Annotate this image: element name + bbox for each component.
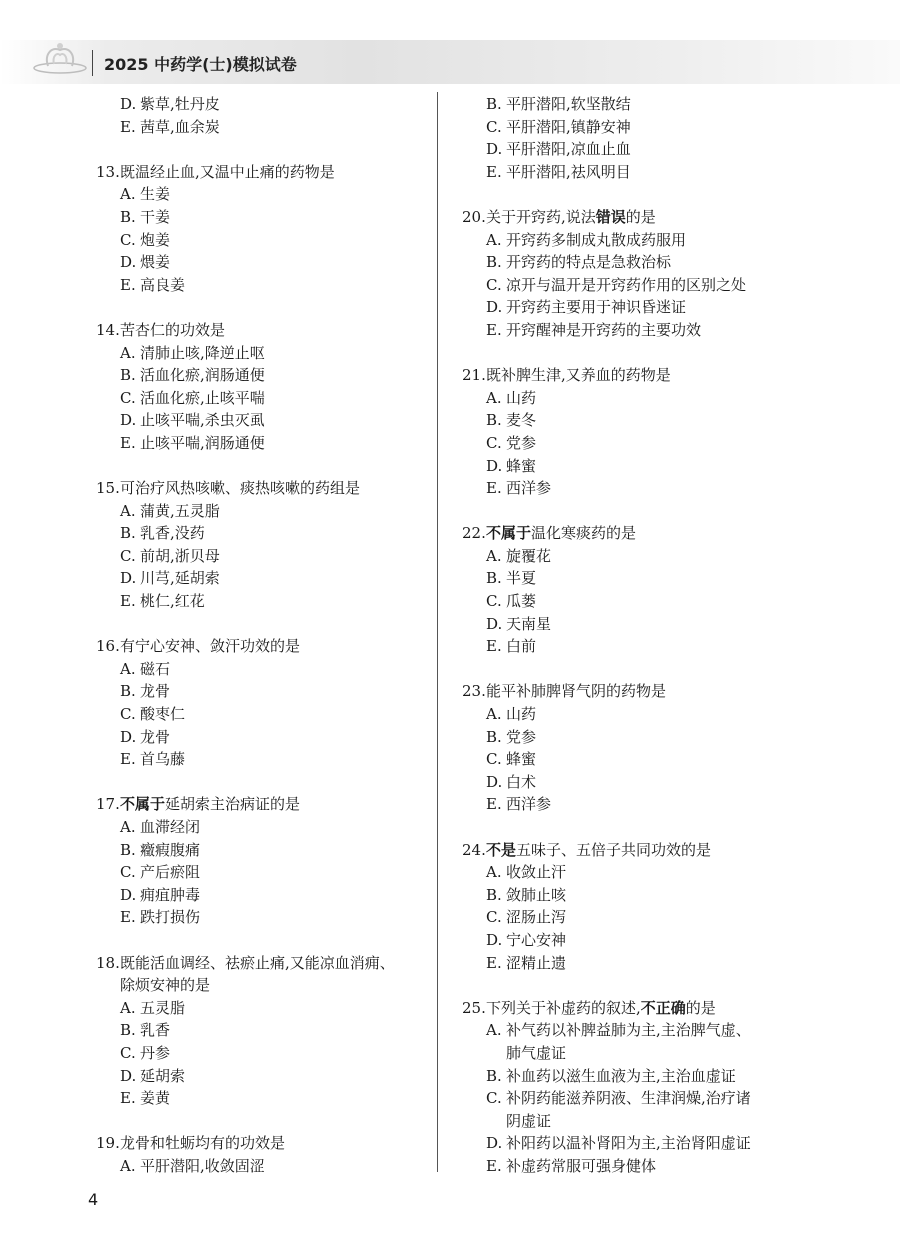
option-e: E. 开窍醒神是开窍药的主要功效 <box>486 320 702 339</box>
option-a: A. 旋覆花 <box>486 546 552 565</box>
option-d: D. 延胡索 <box>120 1066 186 1085</box>
stem-emphasis: 不正确 <box>640 998 686 1017</box>
publisher-logo-icon <box>30 38 90 78</box>
option-a: A. 生姜 <box>120 185 171 204</box>
option-e: E. 姜黄 <box>120 1089 171 1108</box>
option-b: B. 乳香 <box>120 1021 171 1040</box>
stem-emphasis: 不属于 <box>120 795 166 814</box>
option-c: C. 酸枣仁 <box>120 705 186 724</box>
stem-emphasis: 错误 <box>595 207 626 226</box>
option-c: C. 平肝潜阳,镇静安神 <box>486 117 631 136</box>
option-b: B. 补血药以滋生血液为主,主治血虚证 <box>486 1066 736 1085</box>
option-b: B. 活血化瘀,润肠通便 <box>120 366 265 385</box>
question-22-stem: 22. 不属于温化寒痰药的是 <box>462 524 637 543</box>
option-d: D. 痈疽肿毒 <box>120 885 201 904</box>
option-c: C. 产后瘀阻 <box>120 863 201 882</box>
option-a: A. 清肺止咳,降逆止呕 <box>120 343 265 362</box>
question-24-stem: 24. 不是五味子、五倍子共同功效的是 <box>462 840 712 859</box>
option-a: A. 蒲黄,五灵脂 <box>120 501 220 520</box>
right-column <box>462 93 807 1178</box>
option-a: A. 开窍药多制成丸散成药服用 <box>486 230 687 249</box>
column-divider <box>437 92 438 1172</box>
option-b: B. 敛肺止咳 <box>486 885 567 904</box>
question-19-stem: 19. 龙骨和牡蛎均有的功效是 <box>96 1134 286 1153</box>
stem-emphasis: 不是 <box>486 840 517 859</box>
option-e: E. 白前 <box>486 637 537 656</box>
header-divider <box>92 50 93 76</box>
option-e: E. 桃仁,红花 <box>120 592 205 611</box>
option-e: E. 高良姜 <box>120 275 186 294</box>
option-d: D. 平肝潜阳,凉血止血 <box>486 140 631 159</box>
option-a: A. 血滞经闭 <box>120 818 201 836</box>
option-b: B. 党参 <box>486 727 537 746</box>
option-c: C. 活血化瘀,止咳平喘 <box>120 388 265 407</box>
option-b: B. 半夏 <box>486 569 537 588</box>
option-e: E. 平肝潜阳,祛风明目 <box>486 162 631 181</box>
question-18-stem: 18. 既能活血调经、祛瘀止痛,又能凉血消痈、 <box>96 953 395 972</box>
option-b: B. 干姜 <box>120 207 171 226</box>
option-c: C. 凉开与温开是开窍药作用的区别之处 <box>486 275 747 294</box>
option-d: D. 龙骨 <box>120 727 171 746</box>
question-17-stem: 17. 不属于延胡索主治病证的是 <box>96 795 301 814</box>
option-b: B. 龙骨 <box>120 682 171 701</box>
option-a: A. 山药 <box>486 388 537 407</box>
option-c: C. 瓜蒌 <box>486 592 537 611</box>
page-header-title: 2025 中药学(士)模拟试卷 <box>104 55 297 74</box>
option-c: C. 丹参 <box>120 1043 171 1062</box>
option-b: B. 麦冬 <box>486 411 537 430</box>
option-a-continued: 肺气虚证 <box>506 1043 567 1062</box>
option-d: D. 煨姜 <box>120 253 171 272</box>
option-b: B. 乳香,没药 <box>120 524 205 543</box>
option-c: C. 补阴药能滋养阴液、生津润燥,治疗诸 <box>486 1089 751 1108</box>
option-a: A. 五灵脂 <box>120 998 186 1017</box>
option-a: A. 磁石 <box>120 659 171 678</box>
question-20-stem: 20. 关于开窍药,说法错误的是 <box>462 207 656 226</box>
option-d: D. 白术 <box>486 772 537 791</box>
option-e: E. 止咳平喘,润肠通便 <box>120 433 265 452</box>
option-c: C. 前胡,浙贝母 <box>120 546 220 565</box>
question-23-stem: 23. 能平补肺脾肾气阴的药物是 <box>462 682 667 701</box>
question-13-stem: 13. 既温经止血,又温中止痛的药物是 <box>96 162 335 181</box>
question-14-stem: 14. 苦杏仁的功效是 <box>96 320 226 339</box>
option-b: B. 癥瘕腹痛 <box>120 840 201 859</box>
option-d: D. 紫草,牡丹皮 <box>120 95 220 113</box>
option-b: B. 开窍药的特点是急救治标 <box>486 253 672 272</box>
page-number: 4 <box>88 1190 99 1209</box>
option-e: E. 西洋参 <box>486 479 552 498</box>
option-e: E. 茜草,血余炭 <box>120 117 220 136</box>
option-c: C. 蜂蜜 <box>486 750 537 769</box>
option-d: D. 川芎,延胡索 <box>120 569 220 588</box>
option-b: B. 平肝潜阳,软坚散结 <box>486 95 631 113</box>
option-c-continued: 阴虚证 <box>506 1111 552 1130</box>
question-15-stem: 15. 可治疗风热咳嗽、痰热咳嗽的药组是 <box>96 479 361 498</box>
question-25-stem: 25. 下列关于补虚药的叙述,不正确的是 <box>462 998 716 1017</box>
option-d: D. 蜂蜜 <box>486 456 537 475</box>
option-d: D. 补阳药以温补肾阳为主,主治肾阳虚证 <box>486 1134 751 1153</box>
option-e: E. 西洋参 <box>486 795 552 814</box>
option-e: E. 跌打损伤 <box>120 908 201 927</box>
stem-emphasis: 不属于 <box>486 524 532 543</box>
option-d: D. 宁心安神 <box>486 930 567 949</box>
option-c: C. 党参 <box>486 433 537 452</box>
option-a: A. 山药 <box>486 705 537 724</box>
option-d: D. 天南星 <box>486 614 552 633</box>
option-a: A. 补气药以补脾益肺为主,主治脾气虚、 <box>486 1021 751 1040</box>
option-c: C. 炮姜 <box>120 230 171 249</box>
question-18-stem-continued: 除烦安神的是 <box>120 976 211 995</box>
option-e: E. 涩精止遗 <box>486 953 567 972</box>
question-21-stem: 21. 既补脾生津,又养血的药物是 <box>462 366 671 385</box>
option-a: A. 平肝潜阳,收敛固涩 <box>120 1156 265 1175</box>
option-d: D. 止咳平喘,杀虫灭虱 <box>120 411 265 430</box>
option-c: C. 涩肠止泻 <box>486 908 567 927</box>
option-d: D. 开窍药主要用于神识昏迷证 <box>486 298 687 317</box>
left-column <box>96 93 430 1178</box>
option-e: E. 首乌藤 <box>120 750 186 769</box>
option-e: E. 补虚药常服可强身健体 <box>486 1156 657 1175</box>
question-16-stem: 16. 有宁心安神、敛汗功效的是 <box>96 637 301 656</box>
option-a: A. 收敛止汗 <box>486 863 567 882</box>
